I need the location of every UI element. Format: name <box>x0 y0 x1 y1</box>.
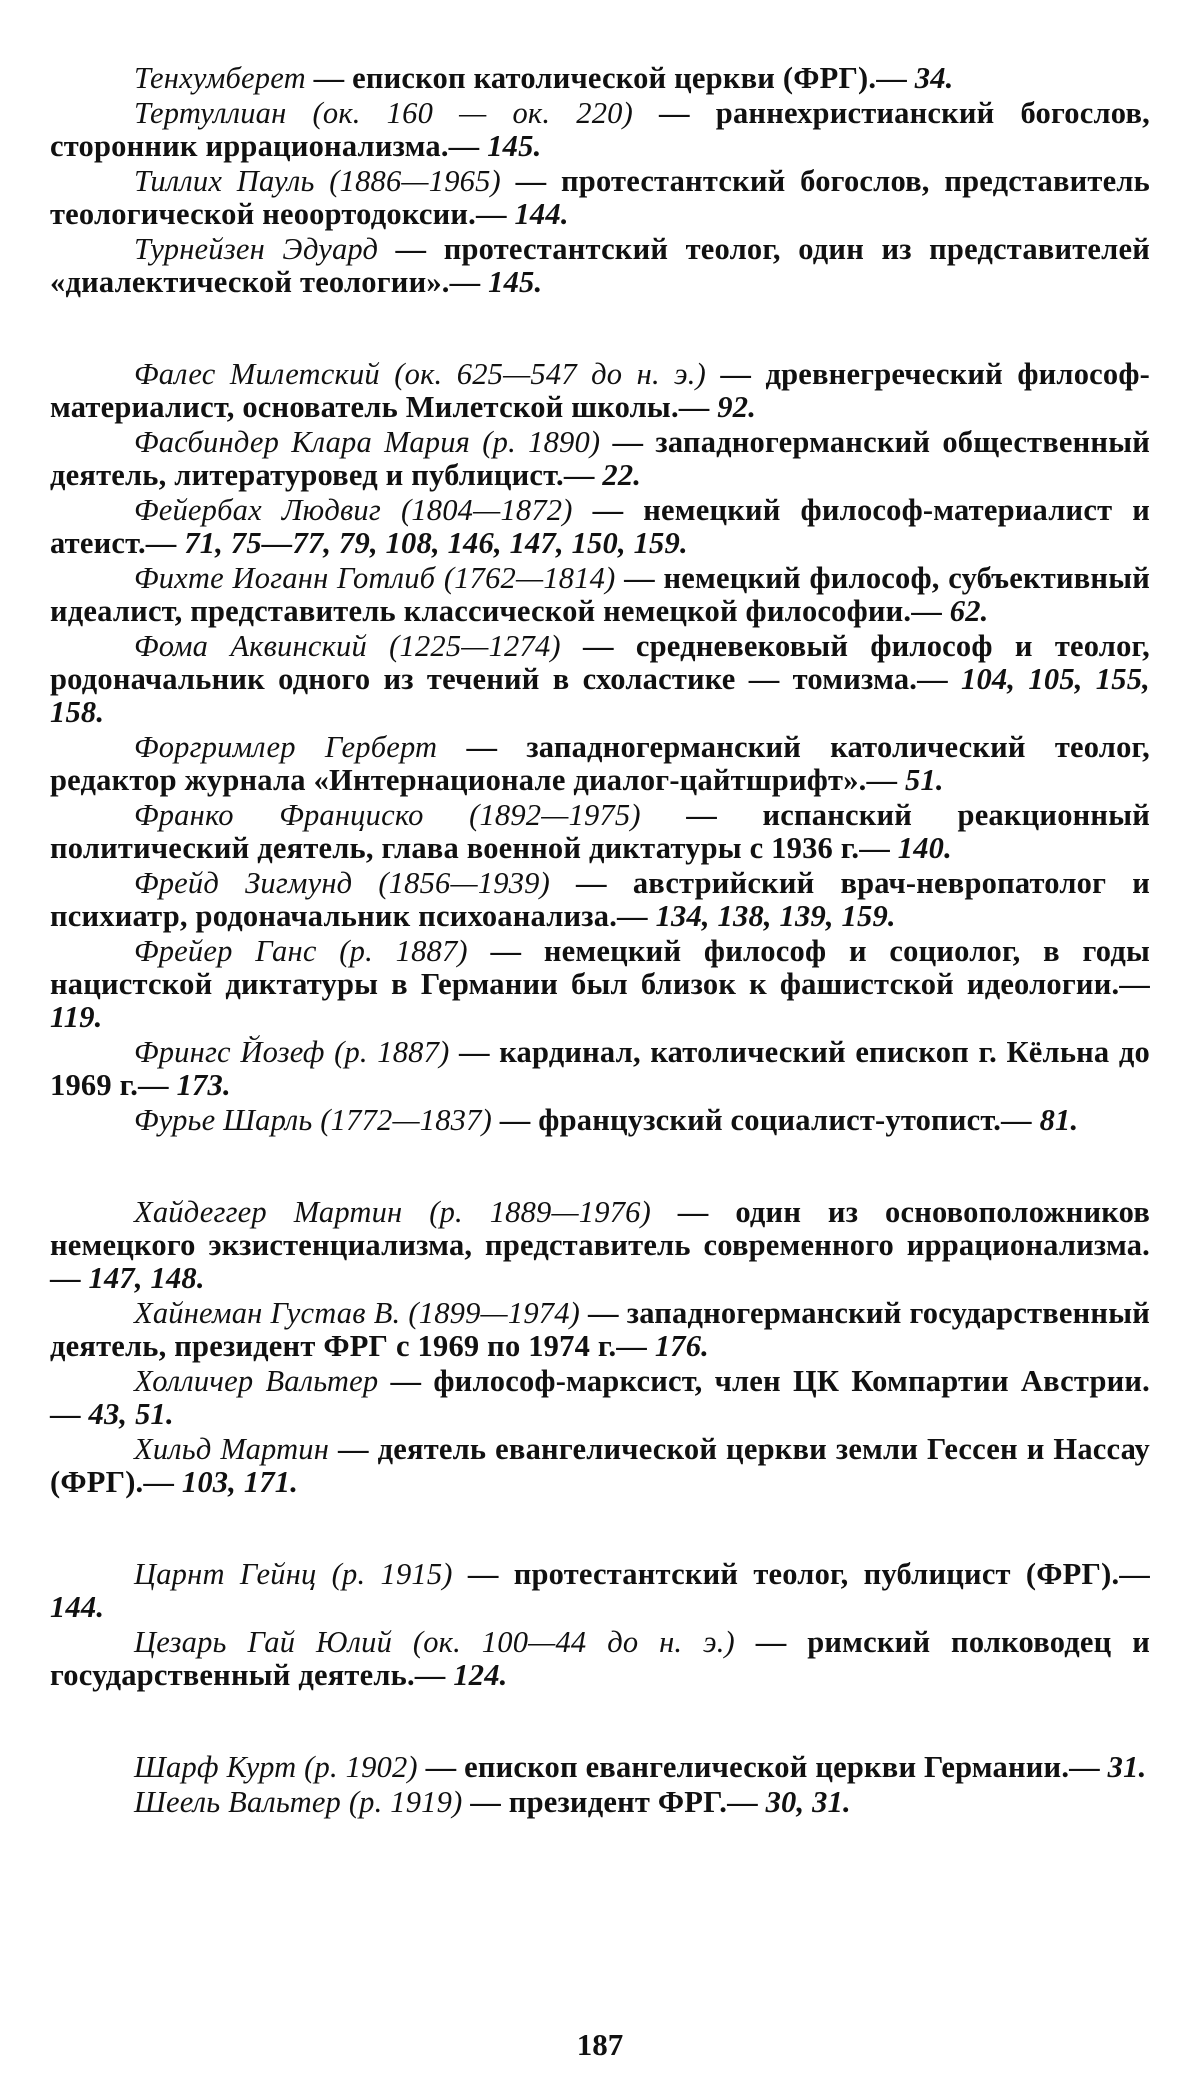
entry-name: Фасбиндер Клара Мария (р. 1890) <box>134 425 601 459</box>
entry-pages: 31. <box>1107 1750 1147 1784</box>
entry-name: Форгримлер Герберт <box>134 730 438 764</box>
entry-name: Фрейер Ганс (р. 1887) <box>134 934 468 968</box>
entry-pages: 173. <box>176 1068 231 1102</box>
entry-pages: 144. <box>50 1590 105 1624</box>
entry-pages: 145. <box>488 265 543 299</box>
entry-name: Фрейд Зигмунд (1856—1939) <box>134 866 550 900</box>
index-letter-group <box>50 1196 1150 1499</box>
entry-name: Хайдеггер Мартин (р. 1889—1976) <box>134 1195 651 1229</box>
entry-name: Шарф Курт (р. 1902) <box>134 1750 418 1784</box>
index-letter-group <box>50 358 1150 1137</box>
entry-pages: 43, 51. <box>88 1397 174 1431</box>
index-entry <box>50 494 1150 560</box>
page-number: 187 <box>576 2027 624 2062</box>
entry-pages: 104, 105, 155, 158. <box>50 662 1150 729</box>
entry-pages: 92. <box>717 390 757 424</box>
entry-name: Фихте Иоганн Готлиб (1762—1814) <box>134 561 616 595</box>
index-entry <box>50 62 1150 95</box>
entry-pages: 147, 148. <box>88 1261 205 1295</box>
entry-pages: 134, 138, 139, 159. <box>655 899 896 933</box>
index-entry <box>50 731 1150 797</box>
entry-description: — западногерманский католический теолог, редактор журнала «Интернационале диалог-цайтшрифт».— <box>50 730 1150 797</box>
entry-description: — один из основоположников немецкого экзистенциализма, представитель современного иррационализма.— <box>50 1195 1150 1295</box>
index-entry <box>50 233 1150 299</box>
entry-description: — раннехристианский богослов, сторонник иррационализма.— <box>50 96 1150 163</box>
index-entry <box>50 1365 1150 1431</box>
entry-pages: 22. <box>602 458 642 492</box>
index-entry <box>50 1751 1150 1784</box>
entry-description: — древнегреческий философ-материалист, основатель Милетской школы.— <box>50 357 1151 424</box>
index-entry <box>50 358 1150 424</box>
group-separator <box>50 1139 1150 1196</box>
entry-name: Фалес Милетский (ок. 625—547 до н. э.) <box>134 357 706 391</box>
entry-name: Турнейзен Эдуард <box>134 232 379 266</box>
entry-description: — немецкий философ и социолог, в годы нацистской диктатуры в Германии был близок к фашистской идеологии.— <box>50 934 1151 1001</box>
entry-description: — римский полководец и государственный деятель.— <box>50 1625 1151 1692</box>
entry-pages: 119. <box>50 1000 103 1034</box>
index-entry <box>50 426 1150 492</box>
entry-pages: 62. <box>949 594 989 628</box>
group-separator <box>50 1501 1150 1558</box>
entry-pages: 144. <box>514 197 569 231</box>
entry-description: — австрийский врач-невропатолог и психиатр, родоначальник психоанализа.— <box>50 866 1150 933</box>
entry-description: — западногерманский государственный деятель, президент ФРГ с 1969 по 1974 г.— <box>50 1296 1150 1363</box>
entry-name: Шеель Вальтер (р. 1919) <box>134 1785 463 1819</box>
index-letter-group <box>50 62 1150 299</box>
index-entry <box>50 799 1150 865</box>
index-entry <box>50 630 1150 729</box>
entry-name: Хильд Мартин <box>134 1432 330 1466</box>
entry-description: — протестантский теолог, публицист (ФРГ).— <box>452 1557 1150 1591</box>
entry-pages: 145. <box>487 129 542 163</box>
index-entry <box>50 1786 1150 1819</box>
group-separator <box>50 301 1150 358</box>
name-index <box>50 62 1150 1819</box>
index-entry <box>50 1196 1150 1295</box>
index-entry <box>50 1297 1150 1363</box>
entry-description: — епископ евангелической церкви Германии.— <box>417 1750 1108 1784</box>
entry-name: Фома Аквинский (1225—1274) <box>134 629 561 663</box>
entry-pages: 103, 171. <box>181 1465 299 1499</box>
index-letter-group <box>50 1751 1150 1819</box>
entry-description: — западногерманский общественный деятель, литературовед и публицист.— <box>50 425 1150 492</box>
entry-name: Хайнеман Густав В. (1899—1974) <box>134 1296 581 1330</box>
entry-name: Фурье Шарль (1772—1837) <box>134 1103 492 1137</box>
entry-description: — президент ФРГ.— <box>462 1785 766 1819</box>
entry-description: — деятель евангелической церкви земли Гессен и Нассау (ФРГ).— <box>50 1432 1150 1499</box>
index-entry <box>50 867 1150 933</box>
index-entry <box>50 935 1150 1034</box>
entry-name: Царнт Гейнц (р. 1915) <box>134 1557 453 1591</box>
entry-description: — кардинал, католический епископ г. Кёльна до 1969 г.— <box>50 1035 1151 1102</box>
entry-name: Холличер Вальтер <box>134 1364 379 1398</box>
index-entry <box>50 1104 1150 1137</box>
entry-description: — немецкий философ-материалист и атеист.— <box>50 493 1151 560</box>
index-letter-group <box>50 1558 1150 1692</box>
entry-pages: 34. <box>914 61 954 95</box>
entry-description: — протестантский теолог, один из представителей «диалектической теологии».— <box>50 232 1150 299</box>
entry-name: Франко Франциско (1892—1975) <box>134 798 641 832</box>
index-entry <box>50 562 1150 628</box>
index-entry <box>50 1433 1150 1499</box>
index-entry <box>50 97 1150 163</box>
entry-pages: 71, 75—77, 79, 108, 146, 147, 150, 159. <box>184 526 688 560</box>
entry-description: — немецкий философ, субъективный идеалист, представитель классической немецкой философии.— <box>50 561 1150 628</box>
index-entry <box>50 1558 1150 1624</box>
entry-description: — епископ католической церкви (ФРГ).— <box>305 61 915 95</box>
index-entry <box>50 165 1150 231</box>
entry-name: Фрингс Йозеф (р. 1887) <box>134 1035 450 1069</box>
entry-name: Тиллих Пауль (1886—1965) <box>134 164 501 198</box>
entry-name: Тенхумберет <box>134 61 306 95</box>
entry-description: — протестантский богослов, представитель теологической неоортодоксии.— <box>50 164 1150 231</box>
entry-pages: 124. <box>453 1658 508 1692</box>
entry-description: — французский социалист-утопист.— <box>491 1103 1040 1137</box>
entry-pages: 51. <box>905 763 944 797</box>
index-page <box>50 61 1151 2062</box>
entry-description: — средневековый философ и теолог, родоначальник одного из течений в схоластике — томизма.— <box>50 629 1150 696</box>
entry-name: Цезарь Гай Юлий (ок. 100—44 до н. э.) <box>134 1625 735 1659</box>
group-separator <box>50 1694 1150 1751</box>
entry-pages: 176. <box>654 1329 709 1363</box>
entry-description: — философ-марксист, член ЦК Компартии Австрии.— <box>50 1364 1150 1431</box>
index-entry <box>50 1626 1150 1692</box>
entry-pages: 30, 31. <box>765 1785 851 1819</box>
entry-name: Тертуллиан (ок. 160 — ок. 220) <box>134 96 633 130</box>
entry-pages: 140. <box>897 831 952 865</box>
entry-description: — испанский реакционный политический деятель, глава военной диктатуры с 1936 г.— <box>50 798 1150 865</box>
index-entry <box>50 1036 1150 1102</box>
entry-name: Фейербах Людвиг (1804—1872) <box>134 493 573 527</box>
entry-pages: 81. <box>1039 1103 1079 1137</box>
